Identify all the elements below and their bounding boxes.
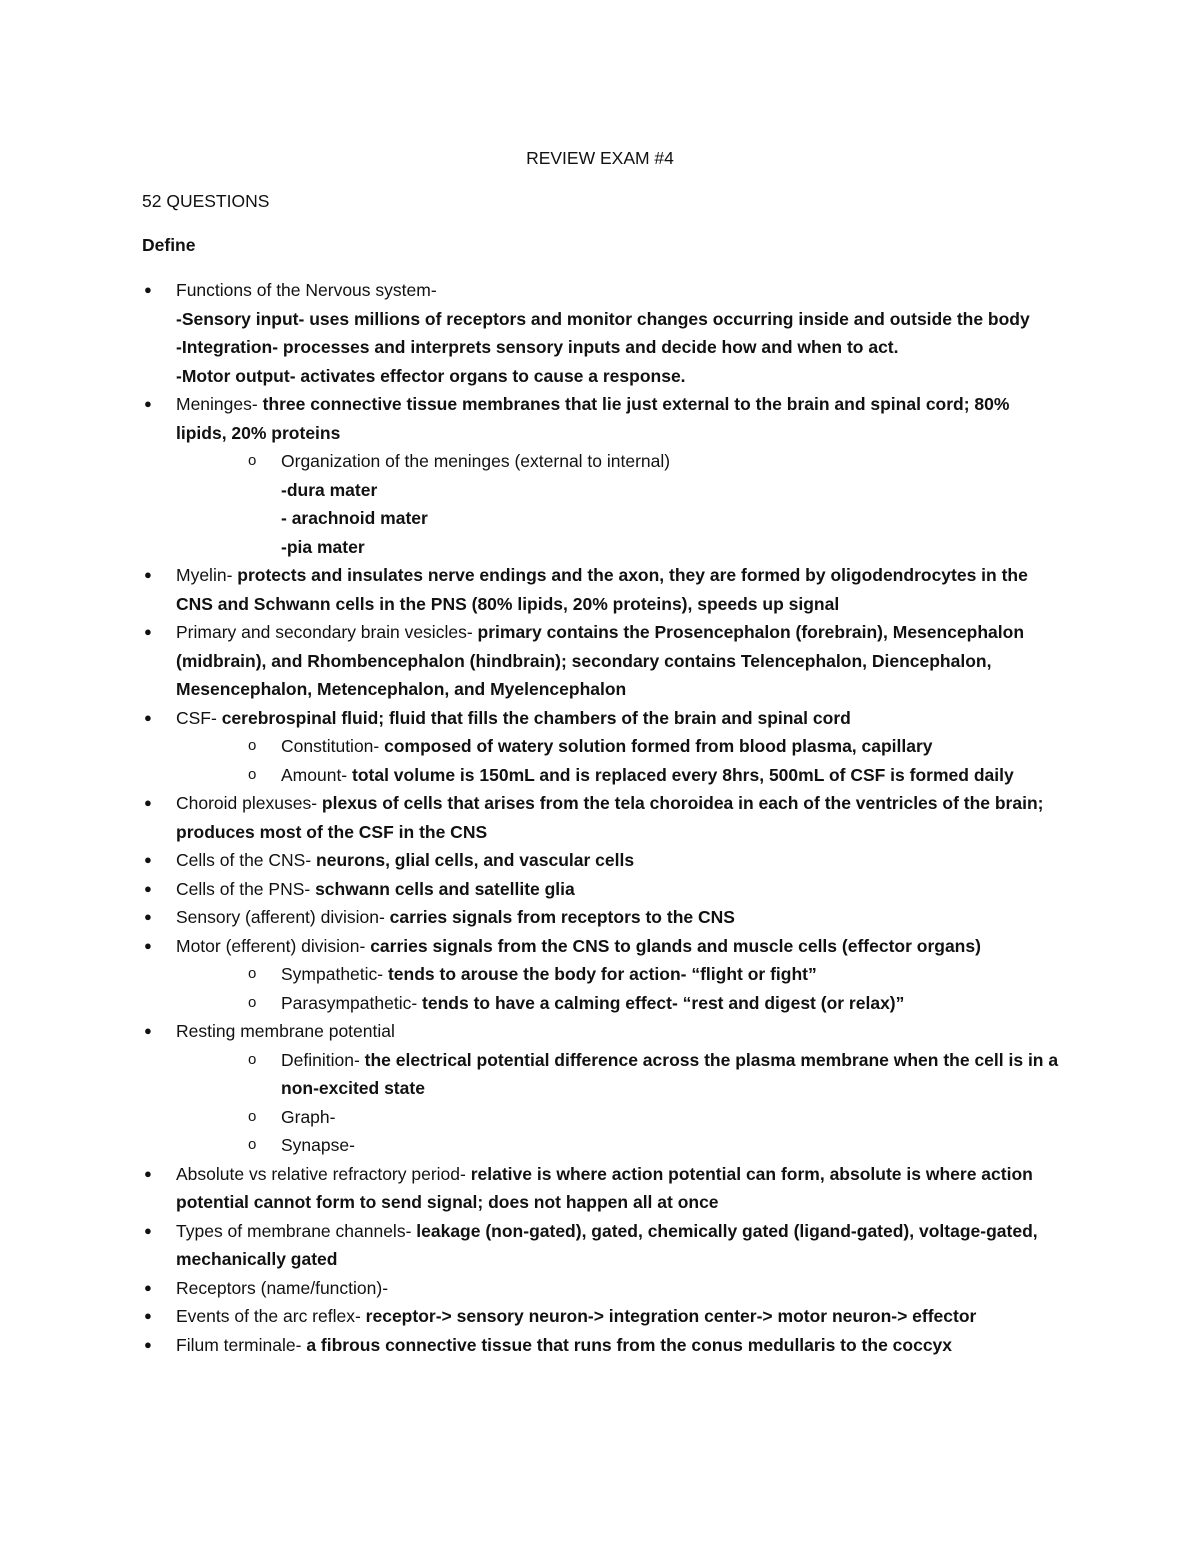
sub-list-item xyxy=(176,960,1062,989)
sub-list-item xyxy=(176,447,1062,476)
item-definition: three connective tissue membranes that lie just external to the brain and spinal cord; 80% lipids, 20% proteins xyxy=(176,394,1010,443)
sub-item-term: Synapse- xyxy=(281,1135,355,1155)
list-item xyxy=(142,1274,1062,1303)
list-item xyxy=(142,1160,1062,1217)
item-line: -Motor output- activates effector organs to cause a response. xyxy=(176,365,686,386)
item-term: Events of the arc reflex- xyxy=(176,1306,366,1326)
item-term: Meninges- xyxy=(176,394,263,414)
bullet-icon: ● xyxy=(144,1308,152,1323)
item-line: -Sensory input- uses millions of receptors and monitor changes occurring inside and outside the body xyxy=(176,308,1030,329)
item-term: Choroid plexuses- xyxy=(176,793,322,813)
bullet-icon: ● xyxy=(144,396,152,411)
sub-list xyxy=(176,447,1062,476)
item-term: Cells of the CNS- xyxy=(176,850,317,870)
item-definition: cerebrospinal fluid; fluid that fills the chambers of the brain and spinal cord xyxy=(221,707,851,728)
sub-list-item xyxy=(176,1131,1062,1160)
list-item xyxy=(142,903,1062,932)
item-term: Resting membrane potential xyxy=(176,1021,395,1041)
sub-item-definition: composed of watery solution formed from blood plasma, capillary xyxy=(384,736,933,756)
circle-bullet-icon: o xyxy=(248,993,257,1011)
sub-list-item xyxy=(176,989,1062,1018)
item-definition: carries signals from the CNS to glands and muscle cells (effector organs) xyxy=(370,935,981,956)
circle-bullet-icon: o xyxy=(248,1050,257,1068)
circle-bullet-icon: o xyxy=(248,737,257,754)
bullet-icon: ● xyxy=(144,909,152,924)
item-term: CSF- xyxy=(176,707,222,728)
page-title: REVIEW EXAM #4 xyxy=(526,148,674,168)
bullet-icon: ● xyxy=(144,880,152,896)
sub-item-definition: tends to arouse the body for action- “flight or fight” xyxy=(387,964,817,984)
item-definition: a fibrous connective tissue that runs from the conus medullaris to the coccyx xyxy=(306,1334,953,1355)
sub-item-line: -pia mater xyxy=(281,536,365,557)
list-item xyxy=(142,932,1062,1018)
list-item xyxy=(142,390,1062,561)
item-term: Myelin- xyxy=(176,565,238,585)
bullet-icon: ● xyxy=(144,1336,152,1352)
list-item xyxy=(142,1331,1062,1360)
sub-list xyxy=(176,1046,1062,1160)
item-term: Filum terminale- xyxy=(176,1334,307,1355)
content xyxy=(142,276,1062,1359)
sub-item-term: Sympathetic- xyxy=(281,964,388,984)
circle-bullet-icon: o xyxy=(248,1136,257,1153)
circle-bullet-icon: o xyxy=(248,965,257,982)
sub-list-item xyxy=(176,1103,1062,1132)
item-definition: protects and insulates nerve endings and the axon, they are formed by oligodendrocytes in the CNS and Schwann cells in the PNS (80% lipids, 20% proteins), speeds up signal xyxy=(176,565,1028,614)
section-heading: Define xyxy=(142,235,196,255)
item-term: Functions of the Nervous system- xyxy=(176,280,437,300)
bullet-icon: ● xyxy=(144,1165,152,1181)
sub-item-term: Amount- xyxy=(281,764,352,785)
item-definition: receptor-> sensory neuron-> integration center-> motor neuron-> effector xyxy=(365,1306,977,1326)
item-term: Types of membrane channels- xyxy=(176,1220,417,1241)
bullet-icon: ● xyxy=(144,1023,152,1038)
sub-item-term: Graph- xyxy=(281,1106,336,1127)
circle-bullet-icon: o xyxy=(248,452,257,469)
list-item xyxy=(142,1217,1062,1274)
list-item xyxy=(142,1302,1062,1331)
list-item xyxy=(142,561,1062,618)
sub-item-term: Definition- xyxy=(281,1049,365,1070)
sub-item-definition: total volume is 150mL and is replaced every 8hrs, 500mL of CSF is formed daily xyxy=(352,764,1014,785)
item-definition: leakage (non-gated), gated, chemically gated (ligand-gated), voltage-gated, mechanically gated xyxy=(176,1220,1038,1269)
circle-bullet-icon: o xyxy=(248,1107,257,1125)
item-term: Primary and secondary brain vesicles- xyxy=(176,622,478,642)
sub-list-item xyxy=(176,1046,1062,1103)
question-count: 52 QUESTIONS xyxy=(142,191,270,211)
sub-list xyxy=(176,732,1062,789)
list-item xyxy=(142,875,1062,904)
list-item xyxy=(142,276,1062,390)
bullet-icon: ● xyxy=(144,1279,152,1295)
list-item xyxy=(142,704,1062,790)
item-term: Sensory (afferent) division- xyxy=(176,907,390,927)
item-term: Motor (efferent) division- xyxy=(176,935,371,956)
bullet-icon: ● xyxy=(144,567,152,582)
bullet-icon: ● xyxy=(144,795,152,810)
sub-item-definition: the electrical potential difference across the plasma membrane when the cell is in a non-excited state xyxy=(281,1049,1059,1098)
sub-item-line: -dura mater xyxy=(281,479,378,500)
item-definition: neurons, glial cells, and vascular cells xyxy=(316,850,635,870)
sub-item-term: Constitution- xyxy=(281,736,385,756)
bullet-icon: ● xyxy=(144,852,152,867)
sub-item-line: - arachnoid mater xyxy=(281,508,428,528)
definition-list xyxy=(142,276,1062,1359)
item-term: Cells of the PNS- xyxy=(176,878,316,899)
list-item xyxy=(142,846,1062,875)
list-item xyxy=(142,618,1062,704)
list-item xyxy=(142,1017,1062,1160)
bullet-icon: ● xyxy=(144,1222,152,1238)
sub-list xyxy=(176,960,1062,1017)
item-definition: relative is where action potential can form, absolute is where action potential cannot form to send signal; does not happen all at once xyxy=(176,1163,1033,1212)
item-definition: schwann cells and satellite glia xyxy=(315,878,575,899)
bullet-icon: ● xyxy=(144,624,152,639)
circle-bullet-icon: o xyxy=(248,765,257,783)
sub-list-item xyxy=(176,761,1062,790)
bullet-icon: ● xyxy=(144,282,152,297)
item-definition: plexus of cells that arises from the tela choroidea in each of the ventricles of the brain; produces most of the CSF in the CNS xyxy=(176,793,1044,842)
bullet-icon: ● xyxy=(144,709,152,725)
item-definition: primary contains the Prosencephalon (forebrain), Mesencephalon (midbrain), and Rhombencephalon (hindbrain); secondary contains Telencephalon, Diencephalon, Mesencephalon, Metencephalon, and Myelencephalon xyxy=(176,622,1025,699)
item-line: -Integration- processes and interprets sensory inputs and decide how and when to act. xyxy=(176,337,899,357)
item-term: Absolute vs relative refractory period- xyxy=(176,1163,471,1184)
sub-item-term: Parasympathetic- xyxy=(281,992,423,1013)
item-definition: carries signals from receptors to the CNS xyxy=(389,907,735,927)
sub-item-definition: tends to have a calming effect- “rest and digest (or relax)” xyxy=(422,992,905,1013)
bullet-icon: ● xyxy=(144,937,152,953)
list-item xyxy=(142,789,1062,846)
item-term: Receptors (name/function)- xyxy=(176,1277,389,1298)
sub-item-term: Organization of the meninges (external to internal) xyxy=(281,451,671,471)
sub-list-item xyxy=(176,732,1062,761)
